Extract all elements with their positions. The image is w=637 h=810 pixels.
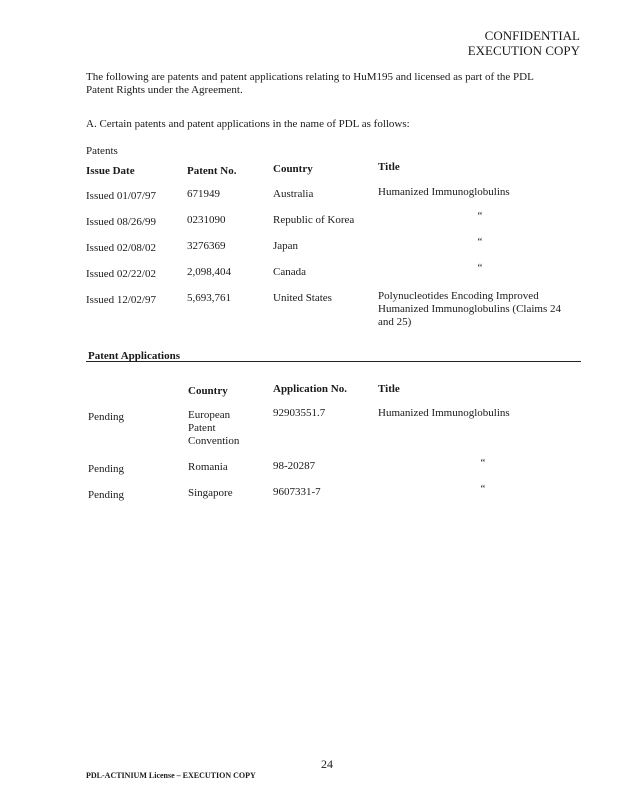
patent-number: 2,098,404 <box>187 266 231 278</box>
application-country-multiline <box>188 409 239 448</box>
patent-title-multiline <box>378 290 561 329</box>
application-title: Humanized Immunoglobulins <box>378 407 510 419</box>
application-country-line: Patent <box>188 422 216 434</box>
patent-title-line: Humanized Immunoglobulins (Claims 24 <box>378 303 562 315</box>
patent-title-line: and 25) <box>378 316 412 328</box>
patent-title-ditto: “ <box>477 262 483 274</box>
patent-issue-date: Issued 01/07/97 <box>86 190 156 202</box>
col-title: Title <box>378 161 400 173</box>
application-number: 9607331-7 <box>273 486 321 498</box>
patent-country: Australia <box>273 188 314 200</box>
application-title-ditto: “ <box>480 457 486 469</box>
patent-country: Canada <box>273 266 306 278</box>
patent-number: 5,693,761 <box>187 292 231 304</box>
col-app-number: Application No. <box>273 383 347 395</box>
patent-issue-date: Issued 02/08/02 <box>86 242 156 254</box>
patent-title: Humanized Immunoglobulins <box>378 186 510 198</box>
execution-copy-label: EXECUTION COPY <box>467 43 580 58</box>
patent-title-ditto: “ <box>477 210 483 222</box>
patent-country: Republic of Korea <box>273 214 355 226</box>
application-country: Singapore <box>188 487 233 499</box>
patent-issue-date: Issued 02/22/02 <box>86 268 156 280</box>
application-status: Pending <box>88 411 125 423</box>
section-a-heading: A. Certain patents and patent applications in the name of PDL as follows: <box>86 118 410 130</box>
patent-country: United States <box>273 292 332 304</box>
application-country: Romania <box>188 461 228 473</box>
application-country-line: European <box>188 409 231 421</box>
patents-heading: Patents <box>86 145 118 157</box>
col-issue-date: Issue Date <box>86 165 135 177</box>
application-status: Pending <box>88 489 125 501</box>
application-number: 98-20287 <box>273 460 316 472</box>
col-app-title: Title <box>378 383 400 395</box>
document-footer: PDL-ACTINIUM License – EXECUTION COPY <box>86 771 256 780</box>
intro-line-2: Patent Rights under the Agreement. <box>86 84 243 96</box>
patent-number: 0231090 <box>187 214 226 226</box>
intro-paragraph <box>86 71 534 97</box>
section-divider <box>86 361 581 362</box>
application-title-ditto: “ <box>480 483 486 495</box>
intro-line-1: The following are patents and patent applications relating to HuM195 and licensed as part of the PDL <box>86 71 534 83</box>
application-number: 92903551.7 <box>273 407 326 419</box>
patent-title-ditto: “ <box>477 236 483 248</box>
col-country: Country <box>273 163 313 175</box>
patent-number: 671949 <box>187 188 220 200</box>
col-patent-no: Patent No. <box>187 165 237 177</box>
confidential-label: CONFIDENTIAL <box>484 28 580 43</box>
application-status: Pending <box>88 463 125 475</box>
confidential-header <box>468 28 580 58</box>
patent-issue-date: Issued 12/02/97 <box>86 294 156 306</box>
patent-number: 3276369 <box>187 240 226 252</box>
patent-issue-date: Issued 08/26/99 <box>86 216 156 228</box>
application-country-line: Convention <box>188 435 240 447</box>
col-app-country: Country <box>188 385 228 397</box>
patent-title-line: Polynucleotides Encoding Improved <box>378 290 539 302</box>
page-number: 24 <box>321 757 333 771</box>
applications-heading: Patent Applications <box>88 350 180 362</box>
patent-country: Japan <box>273 240 299 252</box>
